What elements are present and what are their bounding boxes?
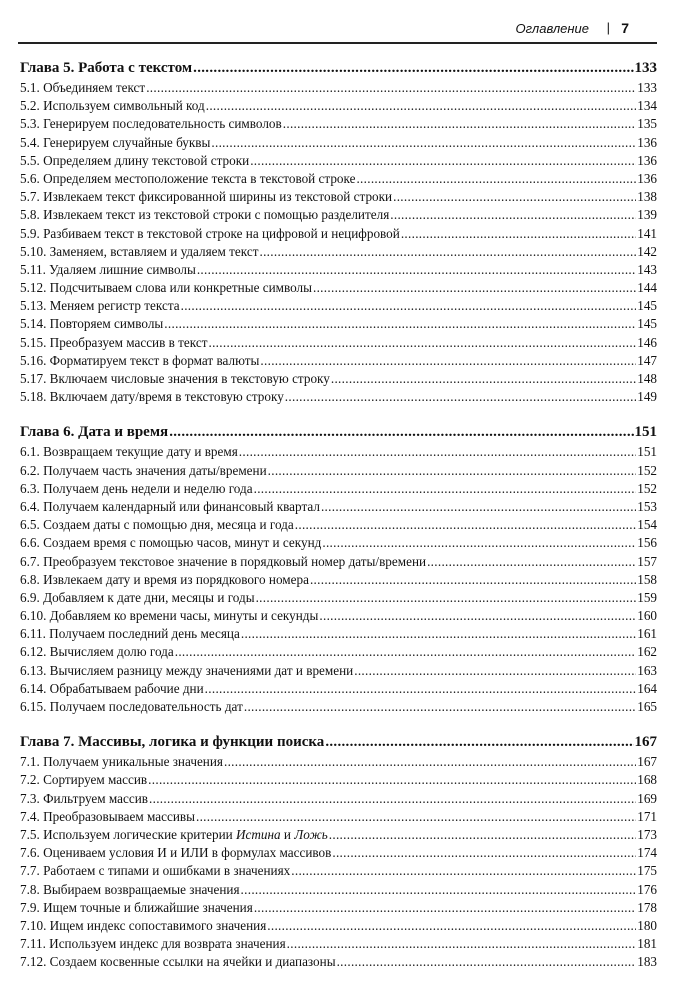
dot-leader	[310, 571, 636, 589]
toc-entry-title: 5.9. Разбиваем текст в текстовой строке на цифровой и нецифровой	[20, 225, 400, 241]
dot-leader	[250, 152, 636, 170]
toc-entry[interactable]	[20, 79, 657, 97]
toc-entry[interactable]	[20, 607, 657, 625]
dot-leader	[181, 297, 637, 315]
dot-leader	[241, 625, 636, 643]
dot-leader	[260, 352, 636, 370]
toc-entry[interactable]	[20, 334, 657, 352]
dot-leader	[197, 261, 636, 279]
header-rule	[18, 42, 657, 44]
toc-entry-title: 6.15. Получаем последовательность дат	[20, 699, 243, 714]
toc-entry-page: 154	[637, 517, 657, 533]
toc-entry-title: 5.3. Генерируем последовательность символов	[20, 116, 282, 132]
dot-leader	[149, 790, 636, 808]
toc-entry[interactable]	[20, 170, 657, 188]
toc-entry[interactable]	[20, 662, 657, 680]
toc-entry[interactable]	[20, 297, 657, 315]
dot-leader	[256, 589, 637, 607]
toc-entry-title: 5.18. Включаем дату/время в текстовую строку	[20, 389, 284, 405]
toc-entry[interactable]	[20, 571, 657, 589]
chapter-heading-page: 151	[634, 424, 657, 441]
dot-leader	[287, 935, 637, 953]
toc-entry-page: 159	[637, 589, 657, 605]
dot-leader	[427, 553, 636, 571]
toc-entry-page: 139	[637, 207, 657, 223]
toc-entry-page: 143	[637, 261, 657, 277]
dot-leader	[356, 170, 636, 188]
toc-entry[interactable]	[20, 698, 657, 716]
toc-entry-title: 6.8. Извлекаем дату и время из порядкового номера	[20, 571, 309, 587]
dot-leader	[148, 771, 636, 789]
dot-leader	[268, 462, 637, 480]
toc-entry-title: 7.4. Преобразовываем массивы	[20, 808, 195, 824]
chapter-heading[interactable]	[20, 421, 657, 443]
dot-leader	[205, 680, 637, 698]
toc-entry-page: 173	[637, 826, 657, 842]
toc-entry-title: 6.7. Преобразуем текстовое значение в порядковый номер даты/времени	[20, 553, 427, 569]
dot-leader	[146, 79, 636, 97]
header-page-number: 7	[621, 20, 629, 36]
toc-entry-page: 136	[637, 170, 657, 186]
dot-leader	[193, 57, 633, 79]
toc-entry-title: 6.2. Получаем часть значения даты/времени	[20, 462, 267, 478]
toc-entry[interactable]	[20, 243, 657, 261]
toc-entry-page: 171	[637, 808, 657, 824]
toc-entry-page: 157	[637, 553, 657, 569]
toc-entry[interactable]	[20, 134, 657, 152]
toc-entry[interactable]	[20, 808, 657, 826]
dot-leader	[291, 862, 636, 880]
toc-entry-title: 6.4. Получаем календарный или финансовый квартал	[20, 498, 320, 514]
toc-entry[interactable]	[20, 680, 657, 698]
toc-entry[interactable]	[20, 225, 657, 243]
toc-entry-title: 5.15. Преобразуем массив в текст	[20, 334, 208, 350]
toc-entry-title: 6.13. Вычисляем разницу между значениями дат и времени	[20, 662, 354, 678]
toc-entry-page: 164	[637, 680, 657, 696]
toc-entry[interactable]	[20, 917, 657, 935]
dot-leader	[164, 315, 636, 333]
toc-entry-page: 162	[637, 644, 657, 660]
toc-entry-title: 6.1. Возвращаем текущие дату и время	[20, 444, 238, 460]
toc-entry[interactable]	[20, 826, 657, 844]
toc-entry-title: 5.17. Включаем числовые значения в текстовую строку	[20, 371, 330, 386]
toc-entry-title: 5.10. Заменяем, вставляем и удаляем текст	[20, 243, 259, 259]
toc-entry-title: 5.5. Определяем длину текстовой строки	[20, 152, 250, 168]
header-separator: |	[606, 20, 610, 35]
chapter-heading-page: 133	[634, 60, 657, 76]
toc-entry-page: 136	[637, 152, 657, 168]
toc-entry-page: 135	[637, 116, 657, 132]
toc-entry[interactable]	[20, 152, 657, 170]
dot-leader	[283, 115, 636, 133]
toc-entry-page: 147	[637, 352, 657, 368]
toc-entry[interactable]	[20, 953, 657, 971]
chapter-block	[20, 731, 657, 971]
chapter-heading-title: Глава 6. Дата и время	[20, 424, 169, 441]
dot-leader	[325, 731, 633, 753]
toc-entry-page: 136	[637, 134, 657, 150]
chapter-block	[20, 421, 657, 716]
toc-entry-page: 167	[637, 754, 657, 770]
toc-entry-page: 163	[637, 662, 657, 678]
toc-entry-title: 6.3. Получаем день недели и неделю года	[20, 480, 253, 496]
chapter-heading-title: Глава 7. Массивы, логика и функции поиска	[20, 734, 325, 751]
toc-entry-title: 5.13. Меняем регистр текста	[20, 298, 180, 314]
toc-entry[interactable]	[20, 935, 657, 953]
toc-entry-page: 165	[637, 699, 657, 714]
toc-entry[interactable]	[20, 480, 657, 498]
toc-entry[interactable]	[20, 498, 657, 516]
dot-leader	[254, 899, 636, 917]
toc-entry-page: 151	[637, 444, 657, 460]
dot-leader	[354, 662, 636, 680]
dot-leader	[313, 279, 636, 297]
toc-entry-page: 149	[637, 389, 657, 405]
toc-entry-title: 7.12. Создаем косвенные ссылки на ячейки и диапазоны	[20, 954, 336, 970]
toc-entry-page: 169	[637, 790, 657, 806]
toc-entry-title: 6.10. Добавляем ко времени часы, минуты и секунды	[20, 608, 319, 624]
toc-entry[interactable]	[20, 388, 657, 406]
toc-entry-title: 5.14. Повторяем символы	[20, 316, 164, 332]
toc-entry-title: 5.7. Извлекаем текст фиксированной ширины из текстовой строки	[20, 189, 393, 205]
header-section-title: Оглавление	[515, 21, 589, 36]
toc-entry[interactable]	[20, 352, 657, 370]
toc-entry-page: 168	[637, 772, 657, 788]
dot-leader	[244, 698, 636, 716]
toc-entry-page: 183	[637, 954, 657, 970]
toc-entry-title: 6.14. Обрабатываем рабочие дни	[20, 680, 204, 696]
toc-entry[interactable]	[20, 534, 657, 552]
toc-entry-page: 178	[637, 899, 657, 915]
toc-entry[interactable]	[20, 443, 657, 461]
toc-entry-title: 6.6. Создаем время с помощью часов, минут и секунд	[20, 535, 322, 551]
toc-entry[interactable]	[20, 589, 657, 607]
toc-entry-page: 134	[637, 98, 657, 114]
toc-entry[interactable]	[20, 115, 657, 133]
toc-entry[interactable]	[20, 753, 657, 771]
chapter-heading[interactable]	[20, 731, 657, 753]
toc-entry-title: 5.12. Подсчитываем слова или конкретные символы	[20, 280, 312, 296]
toc-entry[interactable]	[20, 261, 657, 279]
toc-entry[interactable]	[20, 771, 657, 789]
dot-leader	[224, 753, 636, 771]
toc-entry-title: 7.7. Работаем с типами и ошибками в значениях	[20, 863, 291, 879]
toc-entry-title: 6.11. Получаем последний день месяца	[20, 626, 240, 642]
toc-entry-page: 138	[637, 189, 657, 205]
toc-entry-title: 7.8. Выбираем возвращаемые значения	[20, 881, 240, 897]
toc-entry-title: 7.1. Получаем уникальные значения	[20, 754, 223, 770]
toc-entry[interactable]	[20, 643, 657, 661]
toc-entry-page: 156	[637, 535, 657, 551]
dot-leader	[321, 498, 636, 516]
dot-leader	[169, 421, 633, 443]
chapter-heading-page: 167	[634, 734, 657, 751]
toc-entry-title: 7.3. Фильтруем массив	[20, 790, 149, 806]
toc-entry-title: 5.11. Удаляем лишние символы	[20, 261, 196, 277]
toc-entry-title: 7.11. Используем индекс для возврата значения	[20, 936, 286, 952]
dot-leader	[254, 480, 637, 498]
dot-leader	[319, 607, 636, 625]
toc-entry-page: 153	[637, 498, 657, 514]
toc-entry-title: 5.1. Объединяем текст	[20, 80, 146, 95]
toc-entry[interactable]	[20, 899, 657, 917]
toc-entry[interactable]	[20, 625, 657, 643]
dot-leader	[206, 97, 637, 115]
chapter-heading[interactable]	[20, 57, 657, 79]
toc-entry-page: 174	[637, 845, 657, 861]
dot-leader	[267, 917, 636, 935]
toc-entry-title: 5.8. Извлекаем текст из текстовой строки с помощью разделителя	[20, 207, 390, 223]
toc-entry[interactable]	[20, 790, 657, 808]
toc-entry-page: 160	[637, 608, 657, 624]
toc-entry-page: 181	[637, 936, 657, 952]
dot-leader	[208, 334, 636, 352]
dot-leader	[285, 388, 636, 406]
dot-leader	[295, 516, 636, 534]
toc-entry[interactable]	[20, 315, 657, 333]
toc-entry[interactable]	[20, 206, 657, 224]
toc-entry-title: 5.6. Определяем местоположение текста в текстовой строке	[20, 170, 356, 186]
toc-entry[interactable]	[20, 279, 657, 297]
dot-leader	[322, 534, 636, 552]
toc-entry-title: 5.2. Используем символьный код	[20, 98, 205, 114]
toc-entry-title: 7.9. Ищем точные и ближайшие значения	[20, 899, 253, 915]
toc-entry-title: 7.2. Сортируем массив	[20, 772, 148, 788]
dot-leader	[393, 188, 636, 206]
toc-entry-title: 7.6. Оцениваем условия И и ИЛИ в формулах массивов	[20, 845, 332, 861]
toc-entry-title: 6.5. Создаем даты с помощью дня, месяца и года	[20, 517, 294, 533]
toc-entry-page: 152	[637, 480, 657, 496]
toc-entry-page: 148	[637, 371, 657, 386]
dot-leader	[331, 370, 636, 388]
toc-entry-page: 141	[637, 225, 657, 241]
dot-leader	[211, 134, 636, 152]
toc-entry-page: 180	[637, 917, 657, 933]
dot-leader	[337, 953, 637, 971]
dot-leader	[259, 243, 636, 261]
dot-leader	[196, 808, 636, 826]
toc-entry[interactable]	[20, 370, 657, 388]
toc-entry-page: 175	[637, 863, 657, 879]
dot-leader	[241, 881, 637, 899]
toc-entry-page: 161	[637, 626, 657, 642]
toc-entry[interactable]	[20, 862, 657, 880]
toc-entry[interactable]	[20, 516, 657, 534]
toc-entry-title: 6.12. Вычисляем долю года	[20, 644, 174, 660]
dot-leader	[332, 844, 636, 862]
toc-entry-title: 5.4. Генерируем случайные буквы	[20, 134, 211, 150]
table-of-contents	[20, 57, 657, 986]
toc-entry-page: 146	[637, 334, 657, 350]
dot-leader	[175, 643, 636, 661]
toc-entry-page: 144	[637, 280, 657, 296]
toc-entry-page: 176	[637, 881, 657, 897]
toc-entry[interactable]	[20, 188, 657, 206]
toc-entry[interactable]	[20, 97, 657, 115]
toc-entry-page: 133	[637, 80, 657, 95]
dot-leader	[390, 206, 636, 224]
toc-entry[interactable]	[20, 553, 657, 571]
running-header	[0, 17, 674, 41]
toc-entry-page: 145	[637, 298, 657, 314]
toc-entry-page: 158	[637, 571, 657, 587]
dot-leader	[239, 443, 636, 461]
toc-entry[interactable]	[20, 462, 657, 480]
toc-entry-title: 7.5. Используем логические критерии Истина и Ложь	[20, 826, 328, 842]
toc-entry-title: 5.16. Форматируем текст в формат валюты	[20, 352, 260, 368]
chapter-block	[20, 57, 657, 406]
dot-leader	[329, 826, 636, 844]
toc-entry-page: 145	[637, 316, 657, 332]
toc-entry[interactable]	[20, 881, 657, 899]
toc-entry-page: 142	[637, 243, 657, 259]
toc-entry[interactable]	[20, 844, 657, 862]
chapter-heading-title: Глава 5. Работа с текстом	[20, 60, 193, 76]
dot-leader	[401, 225, 636, 243]
toc-entry-title: 7.10. Ищем индекс сопоставимого значения	[20, 917, 267, 933]
toc-entry-page: 152	[637, 462, 657, 478]
toc-entry-title: 6.9. Добавляем к дате дни, месяцы и годы	[20, 589, 255, 605]
